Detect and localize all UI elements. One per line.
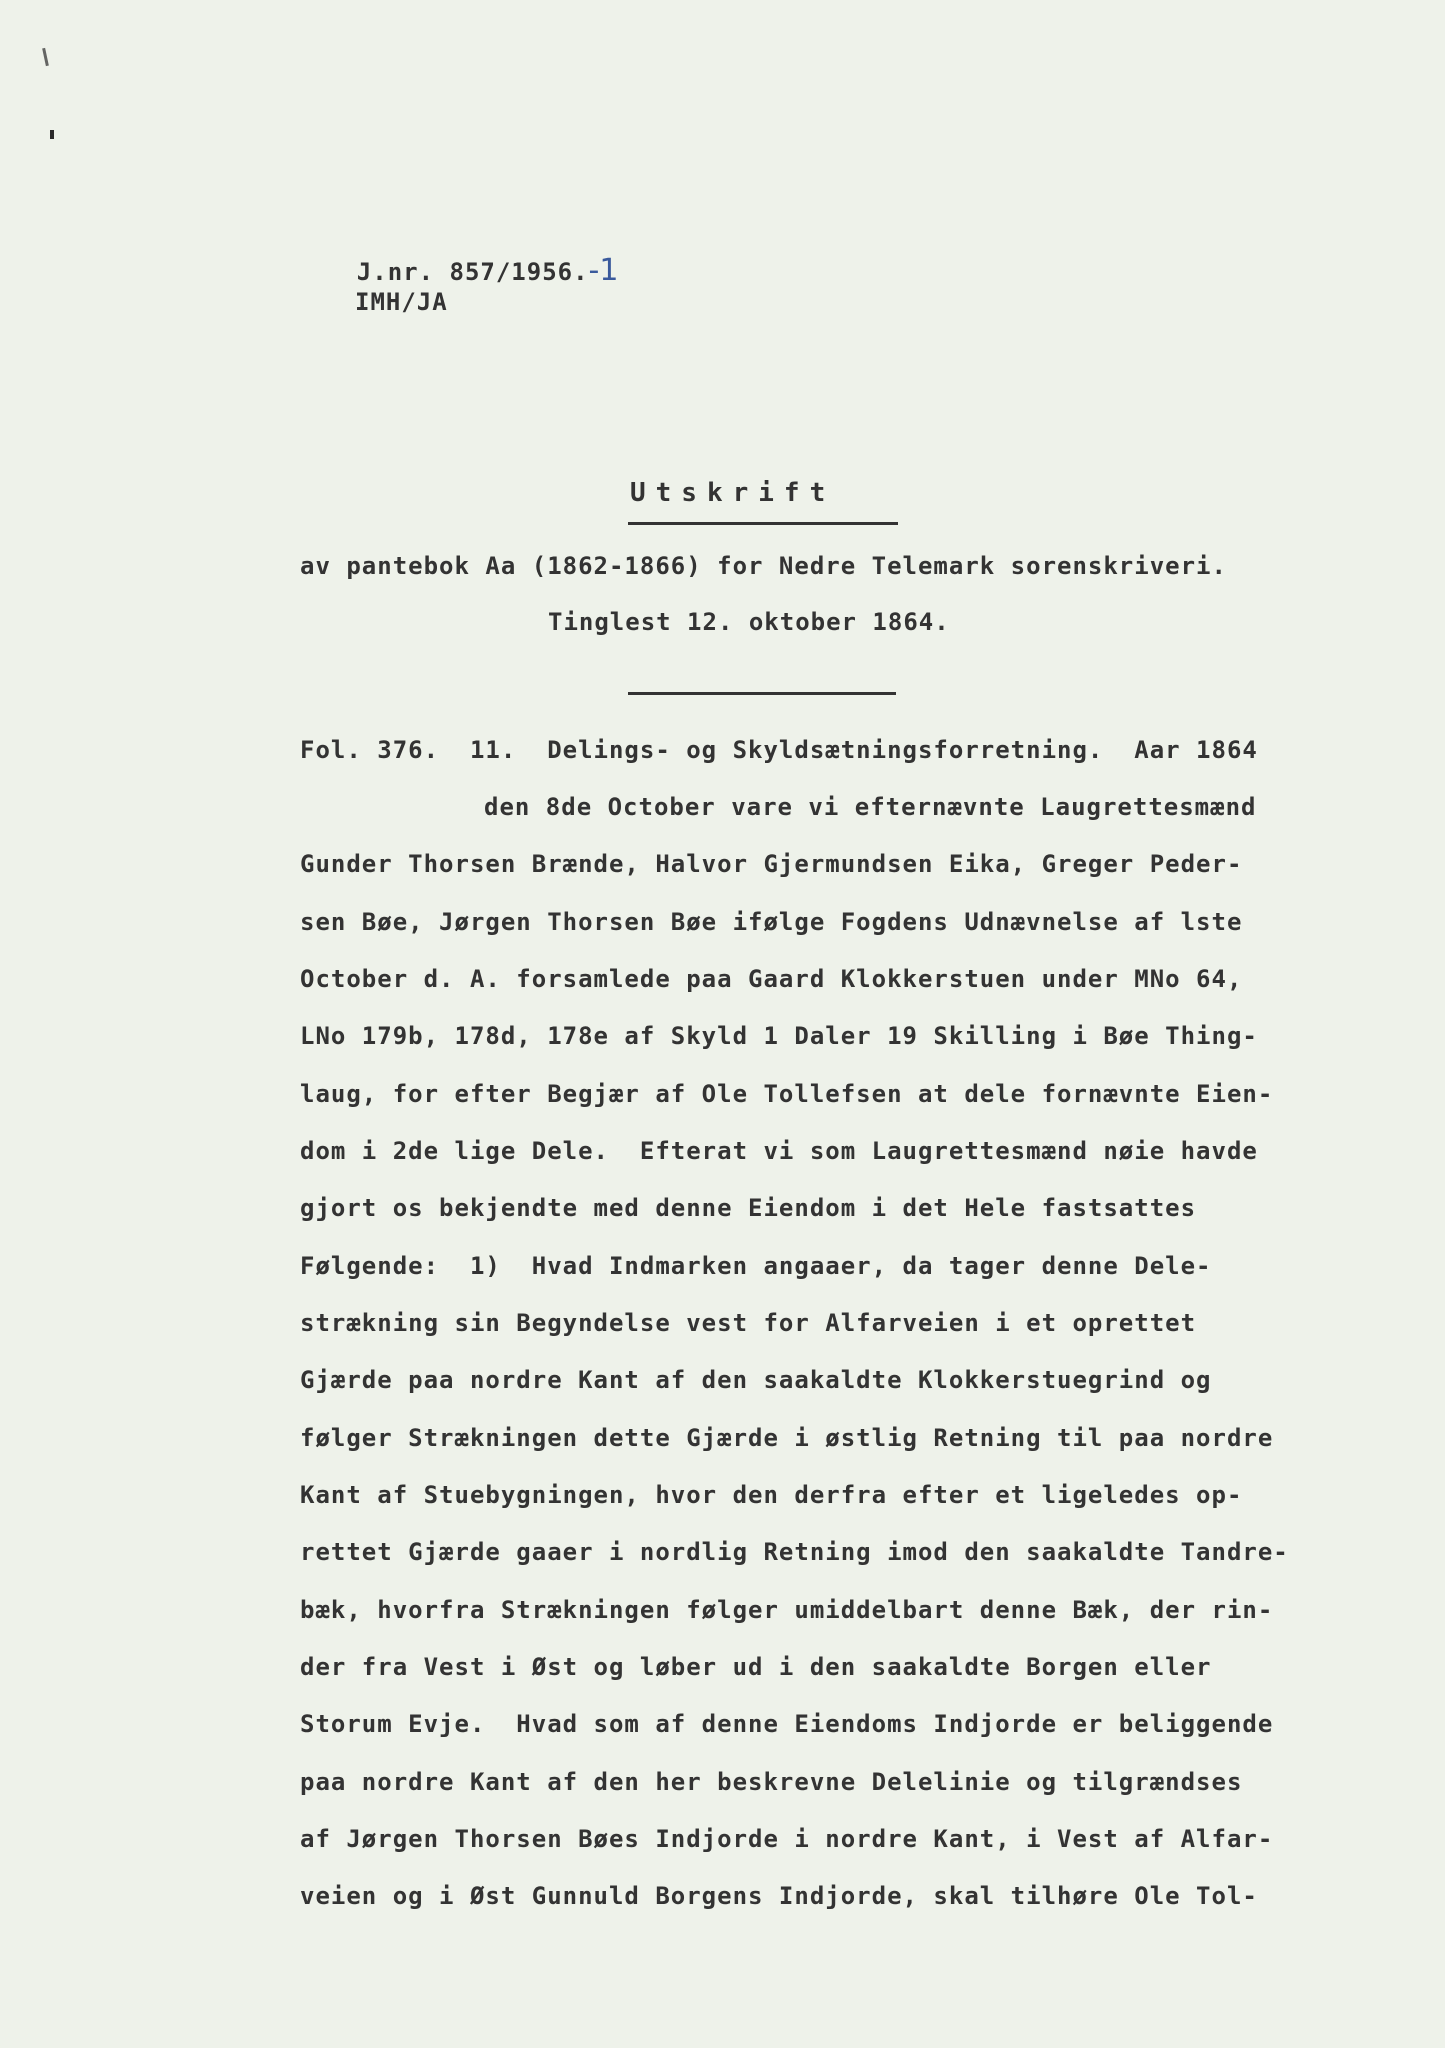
document-title: Utskrift bbox=[630, 478, 836, 508]
body-line: af Jørgen Thorsen Bøes Indjorde i nordre Kant, i Vest af Alfar- bbox=[300, 1825, 1274, 1853]
body-line: strækning sin Begyndelse vest for Alfarveien i et oprettet bbox=[300, 1309, 1197, 1337]
body-line: gjort os bekjendte med denne Eiendom i det Hele fastsattes bbox=[300, 1194, 1197, 1222]
body-line: Følgende: 1) Hvad Indmarken angaaer, da tager denne Dele- bbox=[300, 1252, 1212, 1280]
body-line: veien og i Øst Gunnuld Borgens Indjorde, skal tilhøre Ole Tol- bbox=[300, 1882, 1258, 1910]
body-line: den 8de October vare vi efternævnte Laugrettesmænd bbox=[484, 793, 1257, 821]
subtitle: av pantebok Aa (1862-1866) for Nedre Telemark sorenskriveri. bbox=[300, 552, 1227, 580]
body-line: Storum Evje. Hvad som af denne Eiendoms Indjorde er beliggende bbox=[300, 1710, 1274, 1738]
body-line: Kant af Stuebygningen, hvor den derfra efter et ligeledes op- bbox=[300, 1481, 1243, 1509]
body-line: dom i 2de lige Dele. Efterat vi som Laugrettesmænd nøie havde bbox=[300, 1137, 1258, 1165]
registration-date: Tinglest 12. oktober 1864. bbox=[548, 608, 950, 636]
body-line: følger Strækningen dette Gjærde i østlig Retning til paa nordre bbox=[300, 1424, 1274, 1452]
handwritten-suffix: -1 bbox=[588, 253, 619, 288]
margin-dot bbox=[50, 130, 54, 139]
margin-mark bbox=[42, 48, 49, 66]
initials: IMH/JA bbox=[355, 288, 448, 316]
body-line: laug, for efter Begjær af Ole Tollefsen at dele fornævnte Eien- bbox=[300, 1080, 1274, 1108]
body-line: Gunder Thorsen Brænde, Halvor Gjermundsen Eika, Greger Peder- bbox=[300, 850, 1243, 878]
section-divider bbox=[628, 692, 896, 695]
body-line: paa nordre Kant af den her beskrevne Delelinie og tilgrændses bbox=[300, 1768, 1243, 1796]
body-line: Fol. 376. 11. Delings- og Skyldsætningsforretning. Aar 1864 bbox=[300, 736, 1258, 764]
body-line: der fra Vest i Øst og løber ud i den saakaldte Borgen eller bbox=[300, 1653, 1212, 1681]
body-line: Gjærde paa nordre Kant af den saakaldte Klokkerstuegrind og bbox=[300, 1366, 1212, 1394]
body-line: sen Bøe, Jørgen Thorsen Bøe ifølge Fogdens Udnævnelse af lste bbox=[300, 908, 1243, 936]
journal-number-text: J.nr. 857/1956. bbox=[356, 258, 589, 286]
body-line: rettet Gjærde gaaer i nordlig Retning imod den saakaldte Tandre- bbox=[300, 1538, 1289, 1566]
body-line: October d. A. forsamlede paa Gaard Klokkerstuen under MNo 64, bbox=[300, 965, 1243, 993]
body-line: LNo 179b, 178d, 178e af Skyld 1 Daler 19 Skilling i Bøe Thing- bbox=[300, 1022, 1258, 1050]
body-line: bæk, hvorfra Strækningen følger umiddelbart denne Bæk, der rin- bbox=[300, 1596, 1274, 1624]
journal-number bbox=[295, 225, 618, 316]
title-underline bbox=[628, 522, 898, 525]
